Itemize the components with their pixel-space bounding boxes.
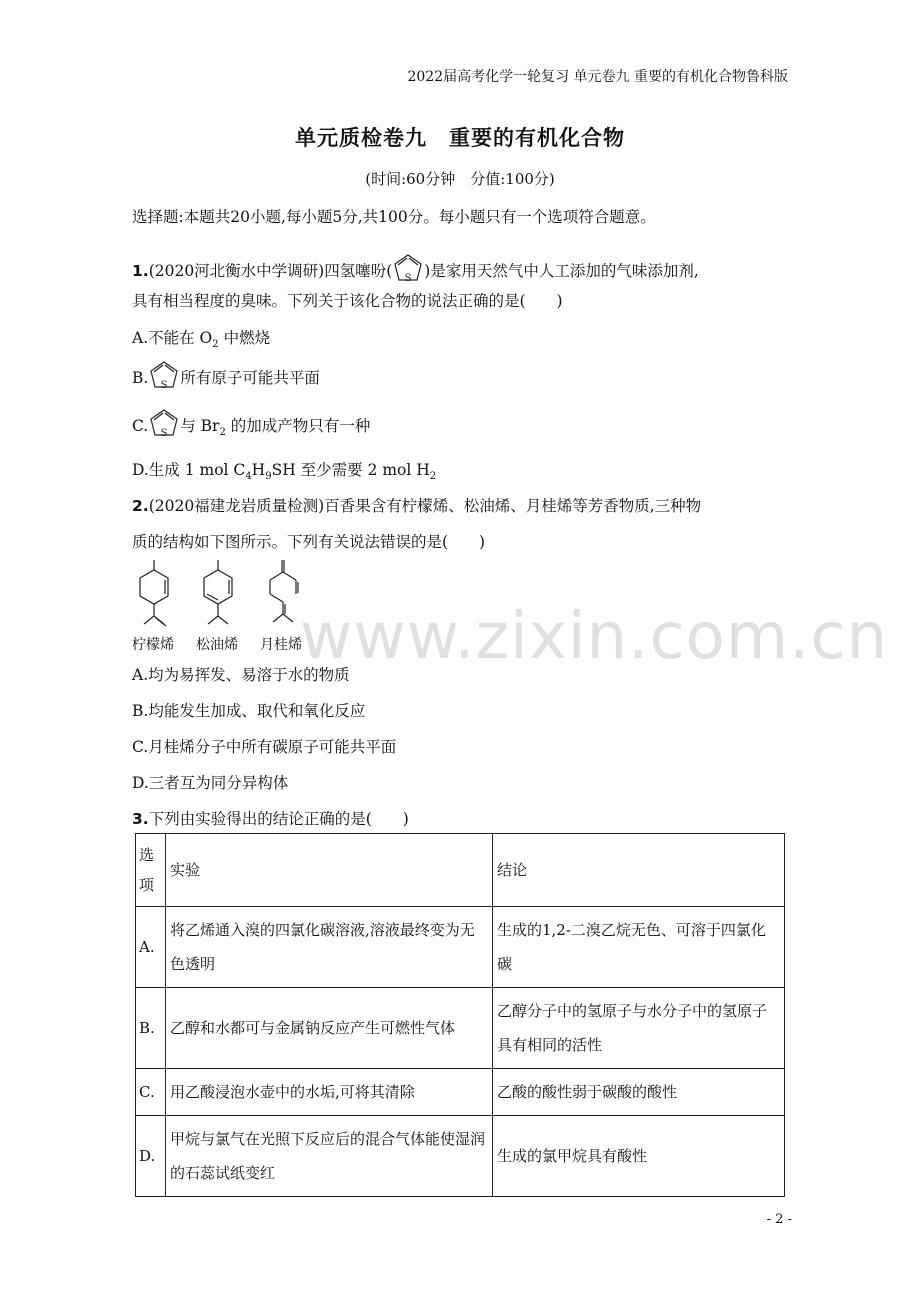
thiophene-structure-icon <box>392 253 424 291</box>
q2-number: 2. <box>132 497 149 515</box>
table-cell: D. <box>136 1116 166 1197</box>
table-cell: 乙醇分子中的氢原子与水分子中的氢原子具有相同的活性 <box>493 988 785 1069</box>
q1-option-a: A.不能在 $O_2$ 中燃烧 <box>132 329 271 351</box>
terpinene-label: 松油烯 <box>196 637 238 653</box>
myrcene-structure <box>270 560 298 622</box>
terpene-structures-figure <box>132 558 312 658</box>
table-cell: 用乙酸浸泡水壶中的水垢,可将其清除 <box>166 1069 493 1116</box>
table-cell: 将乙烯通入溴的四氯化碳溶液,溶液最终变为无色透明 <box>166 907 493 988</box>
q1-stem-line2: 具有相当程度的臭味。下列关于该化合物的说法正确的是( ) <box>132 292 563 310</box>
q1-stem-text-a: (2020河北衡水中学调研)四氢噻吩( <box>148 262 393 280</box>
q2-option-b: B.均能发生加成、取代和氧化反应 <box>132 702 366 720</box>
table-row <box>136 1069 785 1116</box>
q2-stem-line2: 质的结构如下图所示。下列有关说法错误的是( ) <box>132 533 486 551</box>
q1-option-d: D.生成 1 mol $C_4H_9SH$ 至少需要 2 mol $H_2$ <box>132 461 437 483</box>
q1-stem-text-b: )是家用天然气中人工添加的气味添加剂, <box>424 262 699 280</box>
svg-text:S: S <box>160 428 168 439</box>
table-header: 结论 <box>493 834 785 907</box>
thiophene-structure-icon <box>148 360 180 398</box>
myrcene-label: 月桂烯 <box>260 637 302 653</box>
limonene-label: 柠檬烯 <box>132 637 174 653</box>
q1-stem-line1 <box>132 253 699 291</box>
q3-stem: 3.下列由实验得出的结论正确的是( ) <box>132 810 409 828</box>
page-title: 单元质检卷九 重要的有机化合物 <box>295 125 625 150</box>
table-header: 实验 <box>166 834 493 907</box>
watermark: www.zixin.com.cn <box>300 600 889 674</box>
terpinene-structure <box>204 560 232 624</box>
instructions: 选择题:本题共20小题,每小题5分,共100分。每小题只有一个选项符合题意。 <box>132 208 656 226</box>
terpene-structures-svg <box>132 558 312 638</box>
table-cell: 乙酸的酸性弱于碳酸的酸性 <box>493 1069 785 1116</box>
svg-text:S: S <box>160 380 168 391</box>
table-cell: 乙醇和水都可与金属钠反应产生可燃性气体 <box>166 988 493 1069</box>
q2-option-a: A.均为易挥发、易溶于水的物质 <box>132 666 350 684</box>
q3-number: 3. <box>132 810 149 828</box>
q1-number: 1. <box>132 262 149 280</box>
q1-option-b: B. S 所有原子可能共平面 <box>132 360 320 398</box>
q2-option-d: D.三者互为同分异构体 <box>132 774 289 792</box>
table-cell: 生成的氯甲烷具有酸性 <box>493 1116 785 1197</box>
table-cell: A. <box>136 907 166 988</box>
q2-option-c: C.月桂烯分子中所有碳原子可能共平面 <box>132 738 397 756</box>
table-row <box>136 1116 785 1197</box>
table-cell: C. <box>136 1069 166 1116</box>
table-header: 选项 <box>136 834 166 907</box>
experiment-table <box>135 833 785 1197</box>
page-number: - 2 - <box>766 1212 792 1227</box>
exam-info: (时间:60分钟 分值:100分) <box>365 170 555 188</box>
table-cell: 生成的1,2-二溴乙烷无色、可溶于四氯化碳 <box>493 907 785 988</box>
q1-option-c: C. S 与 $Br_2$ 的加成产物只有一种 <box>132 408 370 446</box>
table-row <box>136 907 785 988</box>
table-cell: B. <box>136 988 166 1069</box>
table-header-row <box>136 834 785 907</box>
sulfur-label: S <box>404 273 412 284</box>
limonene-structure <box>140 560 168 626</box>
table-cell: 甲烷与氯气在光照下反应后的混合气体能使湿润的石蕊试纸变红 <box>166 1116 493 1197</box>
page-header: 2022届高考化学一轮复习 单元卷九 重要的有机化合物鲁科版 <box>407 69 788 85</box>
q2-stem-line1: 2.(2020福建龙岩质量检测)百香果含有柠檬烯、松油烯、月桂烯等芳香物质,三种物 <box>132 497 702 515</box>
thiophene-structure-icon <box>148 408 180 446</box>
table-row <box>136 988 785 1069</box>
